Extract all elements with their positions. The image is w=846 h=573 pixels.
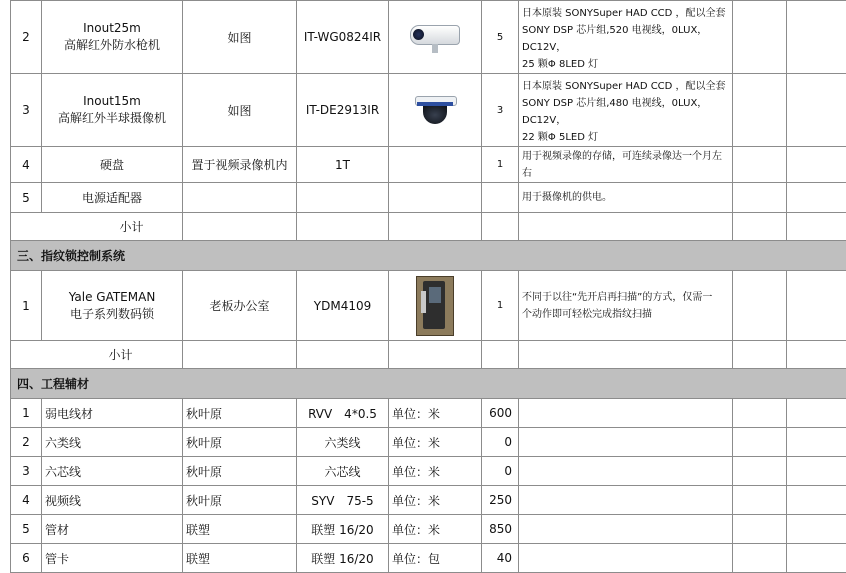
empty-cell [733, 1, 787, 74]
item-model: 联塑 16/20 [297, 544, 389, 573]
empty-cell [519, 515, 733, 544]
item-no: 4 [11, 147, 42, 183]
empty-cell [787, 183, 846, 213]
section-title: 四、工程辅材 [11, 369, 846, 399]
item-name: 硬盘 [42, 147, 183, 183]
item-no: 6 [11, 544, 42, 573]
item-desc: 日本原装 SONYSuper HAD CCD ，配以全套 SONY DSP 芯片组,520 电视线，0LUX，DC12V， 25 颗Φ 8LED 灯 [519, 1, 733, 74]
bullet-camera-icon [406, 17, 464, 57]
item-desc: 不同于以往“先开启再扫描”的方式，仅需一 个动作即可轻松完成指纹扫描 [519, 271, 733, 341]
item-model: 六类线 [297, 428, 389, 457]
item-desc: 用于视频录像的存储，可连续录像达一个月左 右 [519, 147, 733, 183]
item-no: 1 [11, 271, 42, 341]
item-name: 管材 [42, 515, 183, 544]
empty-cell [297, 341, 389, 369]
item-model: IT-WG0824IR [297, 1, 389, 74]
item-model: RVV 4*0.5 [297, 399, 389, 428]
empty-cell [519, 213, 733, 241]
empty-cell [787, 74, 846, 147]
empty-cell [733, 213, 787, 241]
item-model: 联塑 16/20 [297, 515, 389, 544]
item-image [389, 1, 482, 74]
item-brand: 秋叶原 [183, 428, 297, 457]
item-desc: 用于摄像机的供电。 [519, 183, 733, 213]
empty-cell [183, 341, 297, 369]
subtotal-label: 小计 [11, 213, 183, 241]
empty-cell [733, 544, 787, 573]
empty-cell [787, 544, 846, 573]
item-no: 2 [11, 1, 42, 74]
empty-cell [733, 399, 787, 428]
empty-cell [733, 428, 787, 457]
table-row [11, 428, 846, 457]
item-qty: 1 [482, 147, 519, 183]
table-row [11, 399, 846, 428]
item-brand: 秋叶原 [183, 399, 297, 428]
empty-cell [733, 486, 787, 515]
quotation-table [10, 0, 846, 573]
item-model: 1T [297, 147, 389, 183]
item-no: 3 [11, 457, 42, 486]
item-brand: 如图 [183, 74, 297, 147]
empty-cell [519, 544, 733, 573]
item-name: 六类线 [42, 428, 183, 457]
table-row [11, 271, 846, 341]
empty-cell [787, 147, 846, 183]
subtotal-row [11, 213, 846, 241]
item-brand: 联塑 [183, 515, 297, 544]
empty-cell [787, 515, 846, 544]
item-name: Yale GATEMAN 电子系列数码锁 [42, 271, 183, 341]
table-row [11, 486, 846, 515]
table-row [11, 515, 846, 544]
empty-cell [482, 213, 519, 241]
empty-cell [389, 341, 482, 369]
item-name: 电源适配器 [42, 183, 183, 213]
item-unit: 单位：米 [389, 457, 482, 486]
item-image [389, 74, 482, 147]
item-no: 2 [11, 428, 42, 457]
empty-cell [519, 399, 733, 428]
item-model: SYV 75-5 [297, 486, 389, 515]
item-unit: 单位：米 [389, 399, 482, 428]
empty-cell [733, 271, 787, 341]
item-qty: 850 [482, 515, 519, 544]
item-qty: 3 [482, 74, 519, 147]
item-brand: 老板办公室 [183, 271, 297, 341]
subtotal-label: 小计 [11, 341, 183, 369]
item-image [389, 271, 482, 341]
empty-cell [733, 147, 787, 183]
item-no: 1 [11, 399, 42, 428]
item-model: 六芯线 [297, 457, 389, 486]
empty-cell [787, 341, 846, 369]
item-qty: 1 [482, 271, 519, 341]
item-brand: 秋叶原 [183, 457, 297, 486]
empty-cell [519, 428, 733, 457]
item-qty: 250 [482, 486, 519, 515]
section-title: 三、指纹锁控制系统 [11, 241, 846, 271]
item-brand [183, 183, 297, 213]
empty-cell [519, 341, 733, 369]
fingerprint-lock-icon [416, 276, 454, 336]
section-header [11, 369, 846, 399]
empty-cell [787, 399, 846, 428]
item-qty: 600 [482, 399, 519, 428]
item-unit: 单位：包 [389, 544, 482, 573]
item-no: 3 [11, 74, 42, 147]
item-no: 5 [11, 183, 42, 213]
item-desc: 日本原装 SONYSuper HAD CCD ，配以全套 SONY DSP 芯片组,480 电视线，0LUX，DC12V， 22 颗Φ 5LED 灯 [519, 74, 733, 147]
item-model [297, 183, 389, 213]
item-no: 4 [11, 486, 42, 515]
item-brand: 秋叶原 [183, 486, 297, 515]
item-qty: 0 [482, 428, 519, 457]
table-row [11, 147, 846, 183]
empty-cell [733, 457, 787, 486]
item-image [389, 183, 482, 213]
item-qty: 40 [482, 544, 519, 573]
empty-cell [519, 486, 733, 515]
item-name: 管卡 [42, 544, 183, 573]
table-row [11, 457, 846, 486]
section-header [11, 241, 846, 271]
empty-cell [787, 457, 846, 486]
empty-cell [733, 183, 787, 213]
item-name: 六芯线 [42, 457, 183, 486]
item-brand: 置于视频录像机内 [183, 147, 297, 183]
table-row [11, 1, 846, 74]
empty-cell [297, 213, 389, 241]
empty-cell [787, 486, 846, 515]
table-row [11, 183, 846, 213]
item-name: 视频线 [42, 486, 183, 515]
item-model: IT-DE2913IR [297, 74, 389, 147]
item-qty: 0 [482, 457, 519, 486]
empty-cell [733, 341, 787, 369]
subtotal-row [11, 341, 846, 369]
item-name: 弱电线材 [42, 399, 183, 428]
empty-cell [183, 213, 297, 241]
empty-cell [787, 213, 846, 241]
empty-cell [519, 457, 733, 486]
empty-cell [733, 74, 787, 147]
item-unit: 单位：米 [389, 486, 482, 515]
item-no: 5 [11, 515, 42, 544]
empty-cell [482, 341, 519, 369]
materials-list [11, 399, 846, 573]
item-qty: 5 [482, 1, 519, 74]
empty-cell [787, 271, 846, 341]
empty-cell [733, 515, 787, 544]
empty-cell [787, 1, 846, 74]
table-row [11, 74, 846, 147]
item-unit: 单位：米 [389, 515, 482, 544]
empty-cell [787, 428, 846, 457]
item-image [389, 147, 482, 183]
empty-cell [389, 213, 482, 241]
item-brand: 联塑 [183, 544, 297, 573]
item-name: Inout15m 高解红外半球摄像机 [42, 74, 183, 147]
item-qty [482, 183, 519, 213]
table-row [11, 544, 846, 573]
dome-camera-icon [406, 90, 464, 130]
item-brand: 如图 [183, 1, 297, 74]
item-model: YDM4109 [297, 271, 389, 341]
item-name: Inout25m 高解红外防水枪机 [42, 1, 183, 74]
item-unit: 单位：米 [389, 428, 482, 457]
